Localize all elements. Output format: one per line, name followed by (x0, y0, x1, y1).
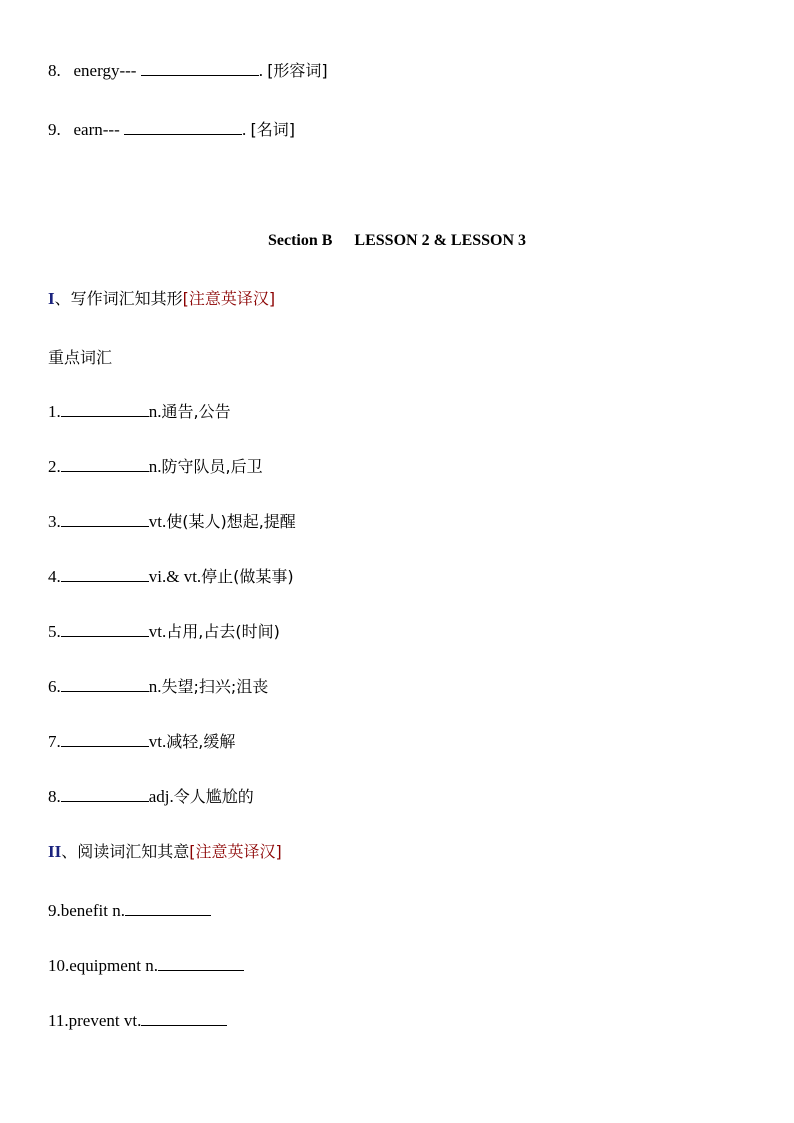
vocab-meaning: 通告,公告 (161, 402, 231, 421)
vocab-number: 2. (48, 457, 61, 476)
answer-blank[interactable] (158, 955, 244, 971)
answer-blank[interactable] (61, 621, 149, 637)
vocab-item-7 (48, 731, 235, 753)
section-title-part1: Section B (267, 232, 333, 249)
answer-blank[interactable] (61, 676, 149, 692)
vocab-item-6 (48, 676, 268, 698)
vocab-number: 1. (48, 402, 61, 421)
answer-blank[interactable] (61, 456, 149, 472)
vocab-meaning: 减轻,缓解 (166, 732, 236, 751)
answer-blank[interactable] (141, 60, 259, 76)
answer-blank[interactable] (61, 401, 149, 417)
reading-item-10 (48, 955, 244, 977)
reading-text: 9.benefit n. (48, 901, 125, 920)
part1-heading (48, 288, 275, 310)
vocab-meaning: 失望;扫兴;沮丧 (161, 677, 269, 696)
vocab-number: 5. (48, 622, 61, 641)
vocab-pos: vt. (148, 732, 167, 751)
vocab-pos: n. (148, 677, 162, 696)
vocab-item-1 (48, 401, 231, 423)
vocab-item-5 (48, 621, 280, 643)
vocab-item-3 (48, 511, 296, 533)
vocab-item-8 (48, 786, 254, 808)
vocab-meaning: 令人尴尬的 (173, 787, 254, 806)
answer-blank[interactable] (125, 900, 211, 916)
part2-note: [注意英译汉] (189, 842, 282, 861)
vocab-meaning: 占用,占去(时间) (166, 622, 280, 641)
vocab-pos: vi.& vt. (148, 567, 202, 586)
vocab-pos: vt. (148, 622, 167, 641)
item-number: 9. (48, 120, 61, 139)
part2-heading-text: 、阅读词汇知其意 (61, 842, 190, 861)
reading-item-11 (48, 1010, 227, 1032)
part1-heading-text: 、写作词汇知其形 (54, 289, 183, 308)
answer-blank[interactable] (124, 119, 242, 135)
subheading: 重点词汇 (48, 348, 113, 367)
item-hint: [名词] (250, 120, 295, 139)
vocab-number: 6. (48, 677, 61, 696)
vocab-pos: adj. (148, 787, 174, 806)
reading-item-9 (48, 900, 211, 922)
vocab-number: 4. (48, 567, 61, 586)
item-number: 8. (48, 61, 61, 80)
vocab-meaning: 防守队员,后卫 (161, 457, 263, 476)
item-word: energy--- (73, 61, 137, 80)
roman-numeral: II (48, 842, 62, 861)
answer-blank[interactable] (61, 566, 149, 582)
part1-note: [注意英译汉] (182, 289, 276, 308)
vocab-number: 7. (48, 732, 61, 751)
reading-text: 11.prevent vt. (48, 1011, 142, 1030)
answer-blank[interactable] (61, 731, 149, 747)
vocab-meaning: 停止(做某事) (201, 567, 294, 586)
part2-heading (48, 841, 282, 863)
vocab-meaning: 使(某人)想起,提醒 (166, 512, 296, 531)
vocab-pos: n. (148, 402, 162, 421)
answer-blank[interactable] (61, 511, 149, 527)
reading-text: 10.equipment n. (48, 956, 159, 975)
top-item-9: 9. earn--- . [名词] (48, 120, 295, 139)
answer-blank[interactable] (61, 786, 149, 802)
vocab-pos: n. (148, 457, 162, 476)
top-item-8: 8. energy--- . [形容词] (48, 61, 328, 80)
answer-blank[interactable] (141, 1010, 227, 1026)
vocab-number: 8. (48, 787, 61, 806)
vocab-item-2 (48, 456, 263, 478)
item-hint: [形容词] (267, 61, 328, 80)
roman-numeral: I (48, 289, 55, 308)
vocab-item-4 (48, 566, 294, 588)
vocab-pos: vt. (148, 512, 167, 531)
section-title (0, 232, 794, 250)
item-word: earn--- (73, 120, 120, 139)
section-title-part2: LESSON 2 & LESSON 3 (354, 232, 527, 249)
vocab-number: 3. (48, 512, 61, 531)
